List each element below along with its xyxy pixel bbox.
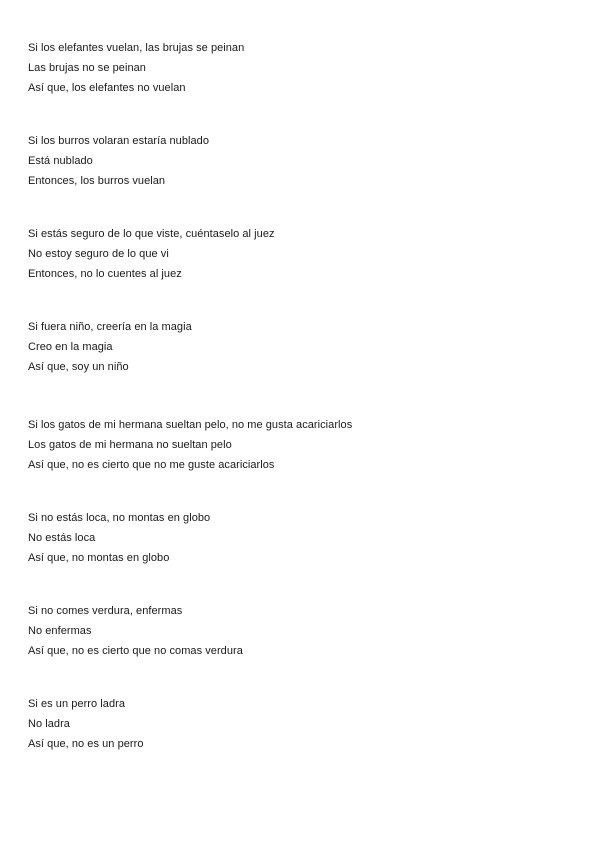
premise-line: No enfermas bbox=[28, 625, 92, 637]
premise-line: Los gatos de mi hermana no sueltan pelo bbox=[28, 439, 232, 451]
syllogism-block bbox=[28, 317, 588, 377]
premise-line: Si fuera niño, creería en la magia bbox=[28, 321, 192, 333]
syllogism-block bbox=[28, 601, 588, 661]
premise-line: Si estás seguro de lo que viste, cuéntaselo al juez bbox=[28, 228, 275, 240]
conclusion-line: Así que, soy un niño bbox=[28, 361, 129, 373]
syllogism-block bbox=[28, 415, 588, 475]
conclusion-line: Así que, no es cierto que no comas verdura bbox=[28, 645, 243, 657]
syllogism-block bbox=[28, 131, 588, 191]
premise-line: Si no comes verdura, enfermas bbox=[28, 605, 183, 617]
premise-line: No estás loca bbox=[28, 532, 96, 544]
conclusion-line: Entonces, los burros vuelan bbox=[28, 175, 166, 187]
conclusion-line: Así que, no montas en globo bbox=[28, 552, 170, 564]
premise-line: Si es un perro ladra bbox=[28, 698, 125, 710]
premise-line: No ladra bbox=[28, 718, 70, 730]
premise-line: Si los burros volaran estaría nublado bbox=[28, 135, 210, 147]
syllogism-block bbox=[28, 694, 588, 754]
conclusion-line: Así que, los elefantes no vuelan bbox=[28, 82, 186, 94]
premise-line: Si no estás loca, no montas en globo bbox=[28, 512, 211, 524]
premise-line: Está nublado bbox=[28, 155, 93, 167]
premise-line: Si los gatos de mi hermana sueltan pelo, no me gusta acariciarlos bbox=[28, 419, 353, 431]
syllogism-block bbox=[28, 508, 588, 568]
syllogism-block bbox=[28, 224, 588, 284]
premise-line: Las brujas no se peinan bbox=[28, 62, 146, 74]
conclusion-line: Entonces, no lo cuentes al juez bbox=[28, 268, 182, 280]
conclusion-line: Así que, no es cierto que no me guste acariciarlos bbox=[28, 459, 275, 471]
premise-line: Creo en la magia bbox=[28, 341, 113, 353]
conclusion-line: Así que, no es un perro bbox=[28, 738, 144, 750]
premise-line: Si los elefantes vuelan, las brujas se peinan bbox=[28, 42, 245, 54]
premise-line: No estoy seguro de lo que vi bbox=[28, 248, 169, 260]
syllogism-block bbox=[28, 38, 588, 98]
